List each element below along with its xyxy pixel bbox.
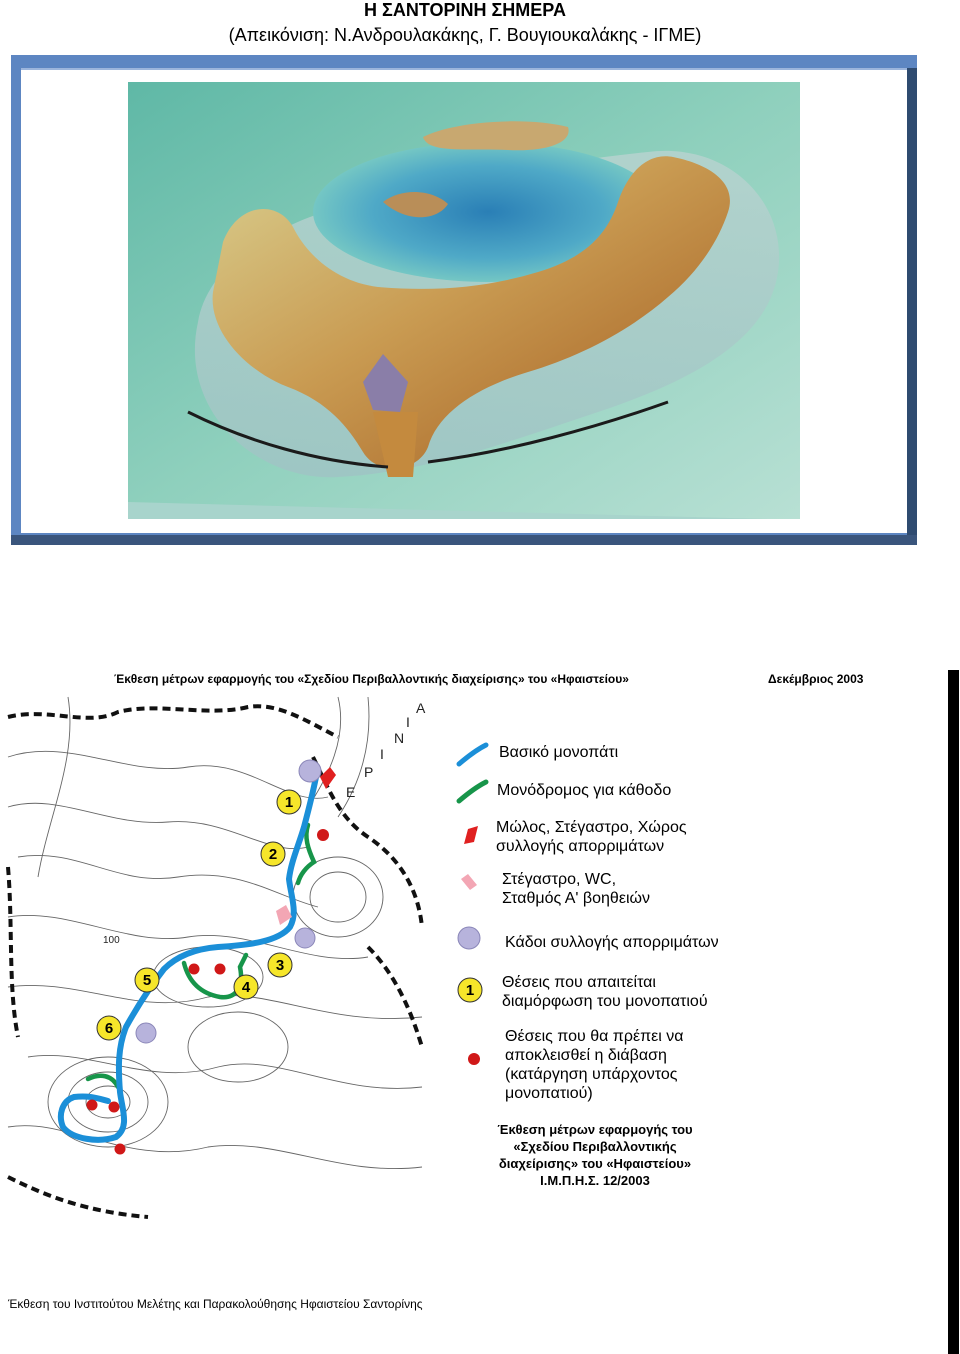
legend-label: [502, 870, 650, 908]
legend-label-line: Στέγαστρο, WC,: [502, 871, 617, 888]
report-citation-line: «Σχεδίου Περιβαλλοντικής: [513, 1139, 677, 1154]
report-citation-line: Έκθεση μέτρων εφαρμογής του: [497, 1122, 693, 1137]
waste-bin-symbol: [456, 925, 482, 951]
footer-source: Έκθεση του Ινστιτούτου Μελέτης και Παρακολούθησης Ηφαιστείου Σαντορίνης: [8, 1297, 423, 1311]
legend-label: [502, 973, 708, 1011]
legend-label-line: συλλογής απορριμάτων: [496, 838, 665, 855]
descent-route-symbol: [456, 779, 490, 805]
svg-text:3: 3: [275, 957, 285, 974]
position-marker-symbol: [456, 976, 484, 1004]
region-letter: Ε: [346, 784, 356, 800]
frame-shadow-right: [907, 68, 917, 545]
legend-label-line: Θέσεις που απαιτείται: [502, 974, 656, 991]
jetty-shelter-symbol: [460, 824, 482, 848]
legend-label-line: Θέσεις που θα πρέπει να: [505, 1028, 684, 1045]
position-marker-4: [234, 975, 258, 999]
report-date: Δεκέμβριος 2003: [768, 672, 864, 686]
legend-label-line: (κατάργηση υπάρχοντος: [505, 1066, 678, 1083]
region-letter: Ν: [394, 730, 405, 746]
legend-label-line: αποκλεισθεί η διάβαση: [505, 1047, 667, 1064]
position-marker-5: [135, 968, 159, 992]
legend-label-line: διαμόρφωση του μονοπατιού: [502, 993, 708, 1010]
frame-shadow-bottom: [11, 535, 917, 545]
svg-text:5: 5: [142, 972, 152, 989]
page-edge-bar: [948, 670, 959, 1354]
legend-label-line: Μώλος, Στέγαστρο, Χώρος: [496, 819, 687, 836]
report-citation-line: Ι.Μ.Π.Η.Σ. 12/2003: [540, 1173, 650, 1188]
region-letter: Α: [416, 700, 426, 716]
svg-text:1: 1: [284, 794, 294, 811]
position-marker-symbol-text: 1: [465, 982, 475, 999]
route-map: [8, 697, 426, 1219]
position-marker-1: [277, 790, 301, 814]
legend-label: Κάδοι συλλογής απορριμάτων: [505, 934, 719, 951]
legend-label: Μονόδρομος για κάθοδο: [497, 782, 672, 799]
region-letter: Ι: [380, 746, 384, 762]
svg-text:4: 4: [241, 979, 251, 996]
position-marker-3: [268, 953, 292, 977]
report-citation: [470, 1121, 720, 1189]
santorini-relief-model: [128, 82, 800, 519]
legend-label-line: μονοπατιού): [505, 1085, 593, 1102]
svg-text:6: 6: [104, 1020, 114, 1037]
main-trail-symbol: [456, 742, 490, 768]
legend-label: [496, 818, 687, 856]
report-header: Έκθεση μέτρων εφαρμογής του «Σχεδίου Περιβαλλοντικής διαχείρισης» του «Ηφαιστείου»: [114, 672, 629, 686]
position-marker-6: [97, 1016, 121, 1040]
legend-label: Βασικό μονοπάτι: [499, 744, 619, 761]
region-letter: Ρ: [364, 764, 374, 780]
closure-point-symbol: [466, 1051, 482, 1067]
legend-label-line: Σταθμός Α' βοηθειών: [502, 890, 651, 907]
page-subtitle: (Απεικόνιση: Ν.Ανδρουλακάκης, Γ. Βουγιουκαλάκης - ΙΓΜΕ): [228, 25, 702, 45]
wc-shelter-symbol: [458, 871, 480, 893]
legend-label: [505, 1027, 684, 1103]
report-citation-line: διαχείρισης» του «Ηφαιστείου»: [498, 1156, 692, 1171]
elevation-label: 100: [103, 935, 120, 946]
region-letter: Ι: [406, 714, 410, 730]
page-title: Η ΣΑΝΤΟΡΙΝΗ ΣΗΜΕΡΑ: [364, 0, 566, 20]
svg-text:2: 2: [268, 846, 278, 863]
position-marker-2: [261, 842, 285, 866]
